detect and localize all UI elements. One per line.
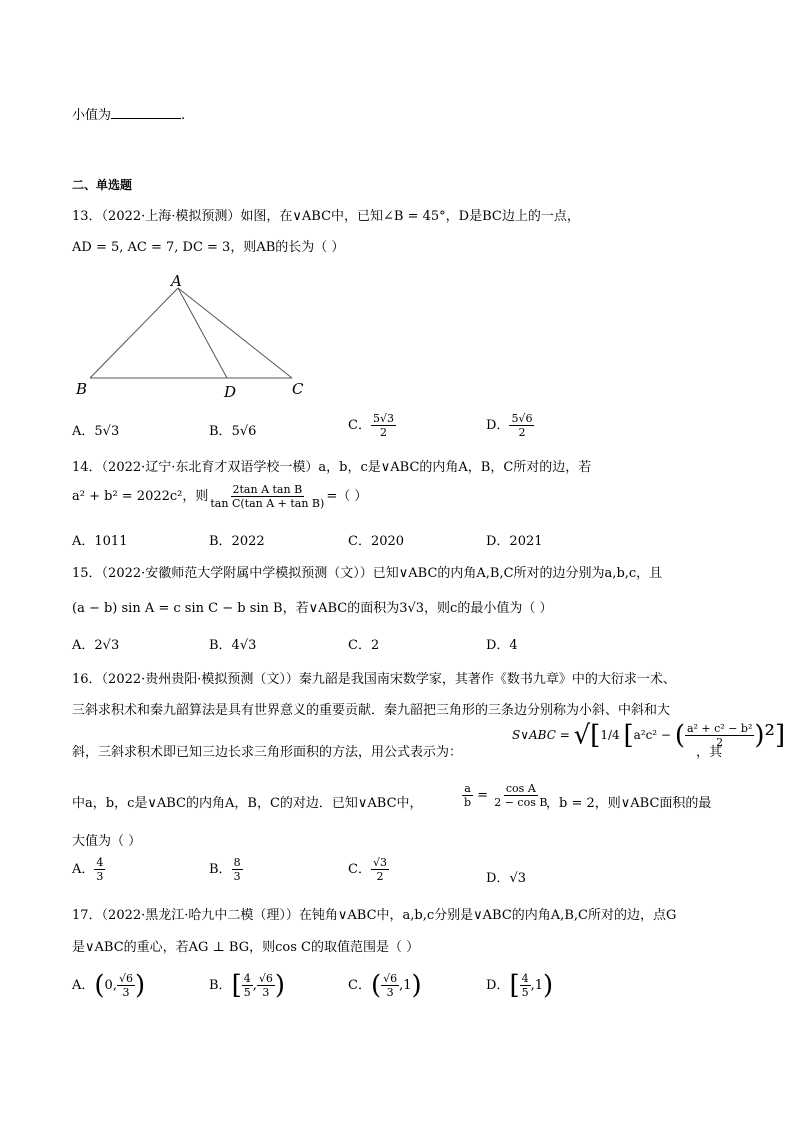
q15-option-a[interactable]: A．2√3 [72, 638, 120, 653]
q16-line3-end: ，其 [696, 745, 723, 760]
q14-line1: 14．（2022·辽宁·东北育才双语学校一模）a，b，c是∨ABC的内角A，B，C所对的边，若 [72, 460, 592, 475]
side-ac [178, 288, 292, 378]
segment-ad [178, 288, 227, 378]
q16-line1: 16．（2022·贵州贵阳·模拟预测（文））秦九韶是我国南宋数学家，其著作《数书九章》中的大衍求一术、 [72, 672, 676, 687]
q15-option-b[interactable]: B．4√3 [209, 638, 257, 653]
vertex-label-a: A [171, 272, 182, 290]
q14-option-d[interactable]: D．2021 [486, 534, 543, 549]
q14-option-b[interactable]: B．2022 [209, 534, 265, 549]
q17-line1: 17．（2022·黑龙江·哈九中二模（理））在钝角∨ABC中，a,b,c分别是∨ABC的内角A,B,C所对的边，点G [72, 908, 677, 923]
top-text: 小值为 [72, 108, 112, 123]
q13-line2: AD = 5, AC = 7, DC = 3，则AB的长为（ ） [72, 240, 345, 255]
answer-blank [111, 106, 181, 119]
q13-option-c[interactable]: C． $\frac{5√3}{2}$ [348, 412, 394, 439]
q16-option-b[interactable]: B． $\frac{8}{3}$ [209, 856, 241, 883]
triangle-figure [70, 270, 320, 405]
q15-line2: (a − b) sin A = c sin C − b sin B，若∨ABC的面积为3√3，则c的最小值为（ ） [72, 601, 553, 616]
top-line [72, 104, 185, 123]
q17-line2: 是∨ABC的重心，若AG ⊥ BG，则cos C的取值范围是（ ） [72, 940, 420, 955]
side-ab [90, 288, 178, 378]
q14-option-c[interactable]: C．2020 [348, 534, 405, 549]
q17-option-d[interactable]: D．[ $\frac{4}{5}$ ,1) [486, 970, 554, 1001]
point-label-d: D [224, 383, 237, 401]
q17-option-a[interactable]: A．(0, $\frac{√6}{3}$ ) [72, 970, 146, 1001]
q13-option-b[interactable]: B．5√6 [209, 424, 257, 439]
q17-option-b[interactable]: B．[ $\frac{4}{5}$ , $\frac{√6}{3}$ ) [209, 970, 286, 1001]
section-title: 二、单选题 [72, 178, 133, 192]
q16-option-a[interactable]: A． $\frac{4}{3}$ [72, 856, 104, 883]
q15-line1: 15．（2022·安徽师范大学附属中学模拟预测（文））已知∨ABC的内角A,B,C所对的边分别为a,b,c，且 [72, 566, 663, 581]
q16-line3: 斜，三斜求积术即已知三边长求三角形面积的方法，用公式表示为： [72, 745, 463, 760]
q16-line4: 中a，b，c是∨ABC的内角A，B，C的对边．已知∨ABC中， [72, 796, 423, 811]
q16-ratio: $\frac{a}{b}$ = $\frac{\text{cos A}}{\text{2 − cos B}}$ [464, 782, 548, 809]
q16-line5: 大值为（ ） [72, 834, 142, 849]
area-formula: S∨ABC = √[1/4 [a²c² − ( $\frac{\text{a² + c² − b²}}{2}$ )²] [512, 720, 786, 751]
q15-option-d[interactable]: D．4 [486, 638, 518, 653]
vertex-label-c: C [292, 380, 304, 398]
q13-option-d[interactable]: D． $\frac{5√6}{2}$ [486, 412, 533, 439]
q13-line1: 13．（2022·上海·模拟预测）如图，在∨ABC中，已知∠B = 45°，D是BC边上的一点， [72, 209, 580, 224]
vertex-label-b: B [76, 380, 88, 398]
q15-option-c[interactable]: C．2 [348, 638, 380, 653]
q16-option-c[interactable]: C． $\frac{√3}{2}$ [348, 856, 387, 883]
q14-line2: a² + b² = 2022c²，则 $\frac{\text{2tan A tan B}}{\text{tan C(tan A + tan B)}}$ =（ ） [72, 483, 368, 510]
q16-option-d[interactable]: D．√3 [486, 871, 526, 886]
q14-option-a[interactable]: A．1011 [72, 534, 128, 549]
q16-line4-post: ，b = 2，则∨ABC面积的最 [546, 796, 712, 811]
q16-line2: 三斜求积术和秦九韶算法是具有世界意义的重要贡献．秦九韶把三角形的三条边分别称为小斜、中斜和大 [72, 703, 671, 718]
top-end: . [181, 108, 186, 123]
q13-option-a[interactable]: A．5√3 [72, 424, 120, 439]
q17-option-c[interactable]: C．( $\frac{√6}{3}$ ,1) [348, 970, 422, 1001]
